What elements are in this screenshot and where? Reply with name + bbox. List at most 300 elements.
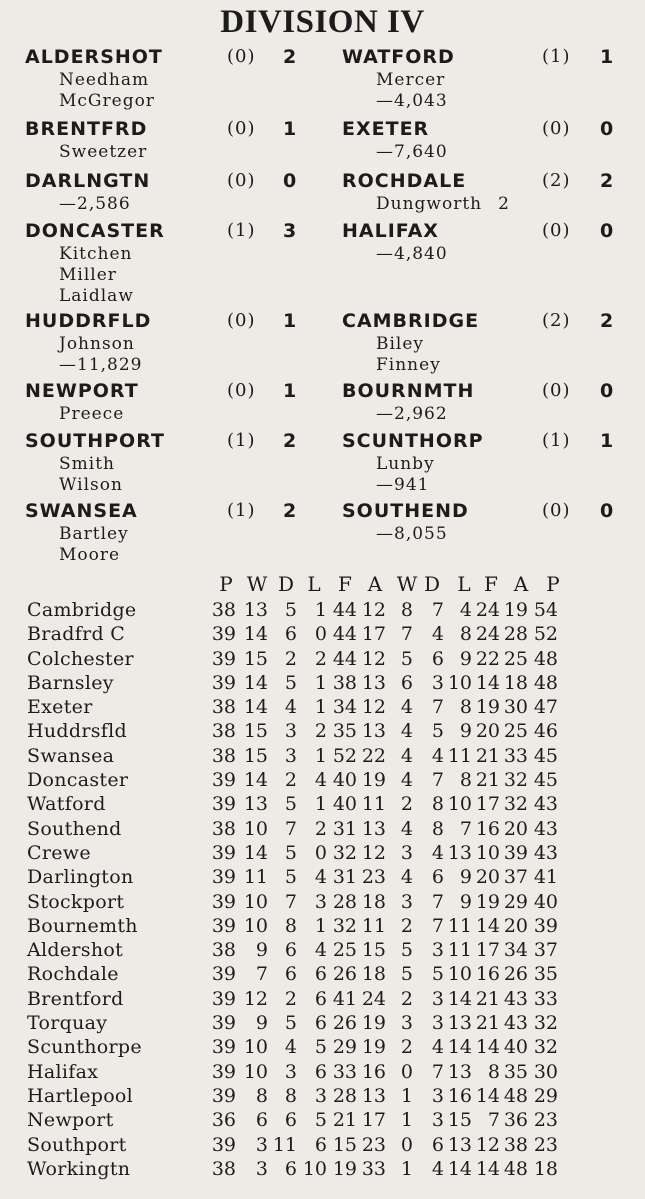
stat-cell: 0 xyxy=(314,623,327,646)
half-time-score: (0) xyxy=(227,170,256,191)
stat-cell: 43 xyxy=(533,793,558,816)
home-side xyxy=(25,308,315,376)
stat-cell: 38 xyxy=(211,599,236,621)
stat-cell: 19 xyxy=(475,696,500,719)
scorer-line xyxy=(342,194,632,215)
stat-cell: 39 xyxy=(211,793,236,816)
stat-cell: 38 xyxy=(211,720,236,743)
stat-cell: 32 xyxy=(332,841,357,864)
stat-cell: 36 xyxy=(211,1109,236,1132)
stat-cell: 48 xyxy=(503,1157,528,1180)
stat-cell: 26 xyxy=(332,963,357,986)
scorer-line xyxy=(25,334,315,355)
club-name: Torquay xyxy=(27,1012,108,1035)
stat-cell: 4 xyxy=(431,744,444,767)
stat-cell: 15 xyxy=(332,1133,357,1156)
stat-cell: 8 xyxy=(431,817,444,840)
team-line xyxy=(25,44,315,70)
stat-cell: 33 xyxy=(533,987,558,1010)
stat-cell: 5 xyxy=(284,793,297,816)
stat-cell: 54 xyxy=(533,599,558,621)
stat-cell: 8 xyxy=(459,696,472,719)
stat-cell: 14 xyxy=(447,1036,472,1059)
scorer-line xyxy=(25,524,315,545)
stat-cell: 3 xyxy=(431,939,444,962)
stat-cell: 45 xyxy=(533,744,558,767)
scorer-name: Finney xyxy=(376,355,441,375)
stat-cell: 10 xyxy=(447,963,472,986)
team-name: DARLNGTN xyxy=(25,170,151,192)
stat-cell: 2 xyxy=(284,987,297,1010)
stat-cell: 39 xyxy=(211,987,236,1010)
stat-cell: 28 xyxy=(503,623,528,646)
home-side xyxy=(25,498,315,566)
stat-cell: 8 xyxy=(487,1060,500,1083)
club-name: Hartlepool xyxy=(27,1084,134,1107)
scorer-line xyxy=(342,454,632,475)
stat-cell: 15 xyxy=(447,1109,472,1132)
half-time-score: (1) xyxy=(542,430,571,451)
stat-cell: 28 xyxy=(332,890,357,913)
stat-cell: 11 xyxy=(272,1133,297,1156)
stat-cell: 1 xyxy=(314,696,327,719)
stat-cell: 39 xyxy=(211,623,236,646)
full-time-score: 2 xyxy=(283,46,298,68)
stat-cell: 21 xyxy=(475,987,500,1010)
stat-cell: 13 xyxy=(447,1012,472,1035)
stat-cell: 20 xyxy=(503,914,528,937)
team-name: SWANSEA xyxy=(25,500,138,522)
stat-cell: 31 xyxy=(332,817,357,840)
stat-cell: 0 xyxy=(400,1060,413,1083)
stat-cell: 3 xyxy=(255,1157,268,1180)
team-name: BRENTFRD xyxy=(25,118,148,140)
stat-cell: 39 xyxy=(503,841,528,864)
club-name: Aldershot xyxy=(27,939,124,962)
stat-cell: 2 xyxy=(314,647,327,670)
stat-cell: 12 xyxy=(361,599,386,621)
stat-cell: 38 xyxy=(211,1157,236,1180)
team-line xyxy=(342,116,632,142)
stat-cell: 10 xyxy=(302,1157,327,1180)
scorer-name: Johnson xyxy=(59,334,135,354)
table-row xyxy=(0,817,645,841)
stat-cell: 7 xyxy=(284,890,297,913)
stat-cell: 41 xyxy=(332,987,357,1010)
stat-cell: 17 xyxy=(475,793,500,816)
stat-cell: 35 xyxy=(332,720,357,743)
stat-cell: 11 xyxy=(243,866,268,889)
stat-cell: 12 xyxy=(475,1133,500,1156)
stat-cell: 14 xyxy=(475,671,500,694)
full-time-score: 0 xyxy=(600,220,615,242)
stat-cell: 11 xyxy=(447,939,472,962)
column-header: D xyxy=(423,572,441,596)
table-row xyxy=(0,890,645,914)
stat-cell: 47 xyxy=(533,696,558,719)
table-row xyxy=(0,987,645,1011)
team-name: HALIFAX xyxy=(342,220,439,242)
stat-cell: 52 xyxy=(332,744,357,767)
scorer-line xyxy=(25,454,315,475)
stat-cell: 6 xyxy=(431,1133,444,1156)
half-time-score: (2) xyxy=(542,170,571,191)
stat-cell: 22 xyxy=(361,744,386,767)
team-name: NEWPORT xyxy=(25,380,139,402)
club-name: Colchester xyxy=(27,647,134,670)
stat-cell: 39 xyxy=(533,914,558,937)
scorer-line xyxy=(25,70,315,91)
full-time-score: 0 xyxy=(283,170,298,192)
stat-cell: 3 xyxy=(431,1109,444,1132)
scorer-name: —4,043 xyxy=(376,91,448,111)
stat-cell: 3 xyxy=(400,1012,413,1035)
stat-cell: 18 xyxy=(361,890,386,913)
club-name: Brentford xyxy=(27,987,124,1010)
full-time-score: 2 xyxy=(283,430,298,452)
stat-cell: 21 xyxy=(475,744,500,767)
table-row xyxy=(0,1035,645,1059)
stat-cell: 3 xyxy=(400,890,413,913)
team-line xyxy=(25,498,315,524)
away-side xyxy=(342,378,632,425)
club-name: Bradfrd C xyxy=(27,623,126,646)
stat-cell: 11 xyxy=(361,793,386,816)
stat-cell: 7 xyxy=(431,890,444,913)
stat-cell: 13 xyxy=(361,671,386,694)
table-row xyxy=(0,962,645,986)
scorer-line xyxy=(25,194,315,215)
scorer-name: Preece xyxy=(59,404,125,424)
team-line xyxy=(25,428,315,454)
scorer-line xyxy=(25,265,315,286)
stat-cell: 48 xyxy=(533,647,558,670)
stat-cell: 26 xyxy=(503,963,528,986)
scorer-name: Smith xyxy=(59,454,115,474)
stat-cell: 2 xyxy=(400,914,413,937)
stat-cell: 11 xyxy=(447,914,472,937)
stat-cell: 38 xyxy=(211,744,236,767)
stat-cell: 8 xyxy=(400,599,413,621)
stat-cell: 13 xyxy=(447,1133,472,1156)
stat-cell: 2 xyxy=(400,793,413,816)
scorer-name: Wilson xyxy=(59,475,123,495)
full-time-score: 3 xyxy=(283,220,298,242)
half-time-score: (2) xyxy=(542,310,571,331)
stat-cell: 18 xyxy=(533,1157,558,1180)
club-name: Workingtn xyxy=(27,1157,131,1180)
stat-cell: 33 xyxy=(361,1157,386,1180)
stat-cell: 17 xyxy=(361,623,386,646)
scorer-name: Dungworth xyxy=(376,194,483,214)
home-side xyxy=(25,44,315,112)
stat-cell: 10 xyxy=(243,890,268,913)
stat-cell: 29 xyxy=(533,1084,558,1107)
stat-cell: 4 xyxy=(314,866,327,889)
stat-cell: 39 xyxy=(211,647,236,670)
table-row xyxy=(0,865,645,889)
stat-cell: 16 xyxy=(475,817,500,840)
home-side xyxy=(25,378,315,425)
stat-cell: 3 xyxy=(431,987,444,1010)
stat-cell: 13 xyxy=(361,1084,386,1107)
scorer-name: Lunby xyxy=(376,454,435,474)
team-name: WATFORD xyxy=(342,46,455,68)
stat-cell: 23 xyxy=(361,866,386,889)
goal-count: 2 xyxy=(498,194,510,214)
stat-cell: 19 xyxy=(361,769,386,792)
stat-cell: 18 xyxy=(503,671,528,694)
scorer-name: Moore xyxy=(59,545,121,565)
stat-cell: 14 xyxy=(447,1157,472,1180)
stat-cell: 17 xyxy=(361,1109,386,1132)
stat-cell: 9 xyxy=(459,720,472,743)
stat-cell: 32 xyxy=(332,914,357,937)
scorer-line xyxy=(25,91,315,112)
stat-cell: 32 xyxy=(503,793,528,816)
home-side xyxy=(25,218,315,307)
stat-cell: 6 xyxy=(431,866,444,889)
table-row xyxy=(0,598,645,622)
scorer-line xyxy=(25,545,315,566)
stat-cell: 13 xyxy=(361,720,386,743)
stat-cell: 4 xyxy=(400,817,413,840)
stat-cell: 11 xyxy=(361,914,386,937)
away-side xyxy=(342,428,632,496)
full-time-score: 1 xyxy=(600,430,615,452)
away-side xyxy=(342,168,632,215)
stat-cell: 6 xyxy=(431,647,444,670)
scorer-name: —4,840 xyxy=(376,244,448,264)
table-row xyxy=(0,1084,645,1108)
scorer-name: Sweetzer xyxy=(59,142,148,162)
stat-cell: 30 xyxy=(503,696,528,719)
table-row xyxy=(0,1157,645,1181)
stat-cell: 8 xyxy=(459,623,472,646)
stat-cell: 13 xyxy=(243,599,268,621)
club-name: Doncaster xyxy=(27,769,129,792)
stat-cell: 9 xyxy=(459,890,472,913)
table-row xyxy=(0,647,645,671)
stat-cell: 6 xyxy=(284,1157,297,1180)
stat-cell: 31 xyxy=(332,866,357,889)
column-header: D xyxy=(277,572,295,596)
stat-cell: 5 xyxy=(314,1109,327,1132)
team-line xyxy=(342,428,632,454)
club-name: Watford xyxy=(27,793,106,816)
stat-cell: 19 xyxy=(475,890,500,913)
stat-cell: 40 xyxy=(503,1036,528,1059)
stat-cell: 1 xyxy=(314,744,327,767)
stat-cell: 0 xyxy=(400,1133,413,1156)
stat-cell: 5 xyxy=(431,963,444,986)
stat-cell: 38 xyxy=(211,939,236,962)
stat-cell: 39 xyxy=(211,866,236,889)
stat-cell: 1 xyxy=(314,793,327,816)
stat-cell: 25 xyxy=(503,720,528,743)
club-name: Huddrsfld xyxy=(27,720,127,743)
stat-cell: 24 xyxy=(475,623,500,646)
stat-cell: 24 xyxy=(475,599,500,621)
stat-cell: 9 xyxy=(459,866,472,889)
scorer-name: Miller xyxy=(59,265,117,285)
stat-cell: 7 xyxy=(487,1109,500,1132)
scorer-line xyxy=(342,142,632,163)
stat-cell: 15 xyxy=(243,720,268,743)
stat-cell: 18 xyxy=(361,963,386,986)
club-name: Crewe xyxy=(27,841,91,864)
full-time-score: 0 xyxy=(600,500,615,522)
stat-cell: 14 xyxy=(475,914,500,937)
stat-cell: 43 xyxy=(533,817,558,840)
stat-cell: 15 xyxy=(243,647,268,670)
scorer-name: Laidlaw xyxy=(59,286,134,306)
scorer-name: —7,640 xyxy=(376,142,448,162)
half-time-score: (0) xyxy=(542,118,571,139)
full-time-score: 1 xyxy=(283,118,298,140)
home-side xyxy=(25,428,315,496)
home-side xyxy=(25,168,315,215)
full-time-score: 2 xyxy=(600,310,615,332)
stat-cell: 2 xyxy=(284,769,297,792)
column-header: L xyxy=(457,572,471,596)
stat-cell: 43 xyxy=(503,987,528,1010)
stat-cell: 1 xyxy=(314,914,327,937)
scorer-name: Bartley xyxy=(59,524,129,544)
stat-cell: 34 xyxy=(332,696,357,719)
stat-cell: 22 xyxy=(475,647,500,670)
stat-cell: 9 xyxy=(459,647,472,670)
full-time-score: 1 xyxy=(600,46,615,68)
stat-cell: 1 xyxy=(400,1157,413,1180)
stat-cell: 14 xyxy=(475,1157,500,1180)
stat-cell: 9 xyxy=(255,939,268,962)
stat-cell: 4 xyxy=(284,1036,297,1059)
stat-cell: 19 xyxy=(361,1036,386,1059)
scorer-name: Kitchen xyxy=(59,244,133,264)
full-time-score: 1 xyxy=(283,310,298,332)
stat-cell: 4 xyxy=(400,720,413,743)
team-line xyxy=(25,378,315,404)
stat-cell: 39 xyxy=(211,1133,236,1156)
full-time-score: 2 xyxy=(283,500,298,522)
stat-cell: 1 xyxy=(314,671,327,694)
stat-cell: 32 xyxy=(503,769,528,792)
stat-cell: 40 xyxy=(332,769,357,792)
stat-cell: 8 xyxy=(431,793,444,816)
stat-cell: 12 xyxy=(361,647,386,670)
stat-cell: 2 xyxy=(314,817,327,840)
stat-cell: 37 xyxy=(533,939,558,962)
stat-cell: 1 xyxy=(400,1109,413,1132)
division-heading: DIVISION IV xyxy=(220,4,425,40)
stat-cell: 5 xyxy=(284,599,297,621)
stat-cell: 10 xyxy=(243,1060,268,1083)
stat-cell: 7 xyxy=(400,623,413,646)
away-side xyxy=(342,498,632,545)
stat-cell: 16 xyxy=(475,963,500,986)
stat-cell: 5 xyxy=(284,841,297,864)
stat-cell: 32 xyxy=(533,1012,558,1035)
stat-cell: 7 xyxy=(284,817,297,840)
stat-cell: 41 xyxy=(533,866,558,889)
stat-cell: 4 xyxy=(431,623,444,646)
half-time-score: (1) xyxy=(227,220,256,241)
scorer-name: Mercer xyxy=(376,70,446,90)
stat-cell: 38 xyxy=(211,817,236,840)
stat-cell: 44 xyxy=(332,623,357,646)
stat-cell: 16 xyxy=(447,1084,472,1107)
stat-cell: 6 xyxy=(400,671,413,694)
table-row xyxy=(0,622,645,646)
stat-cell: 39 xyxy=(211,914,236,937)
stat-cell: 21 xyxy=(475,769,500,792)
stat-cell: 5 xyxy=(400,963,413,986)
away-side xyxy=(342,44,632,112)
stat-cell: 14 xyxy=(243,769,268,792)
club-name: Barnsley xyxy=(27,671,114,694)
team-line xyxy=(25,116,315,142)
stat-cell: 14 xyxy=(243,841,268,864)
stat-cell: 5 xyxy=(284,866,297,889)
stat-cell: 39 xyxy=(211,1012,236,1035)
stat-cell: 33 xyxy=(332,1060,357,1083)
stat-cell: 23 xyxy=(533,1133,558,1156)
half-time-score: (0) xyxy=(227,46,256,67)
stat-cell: 3 xyxy=(284,1060,297,1083)
stat-cell: 5 xyxy=(400,647,413,670)
stat-cell: 28 xyxy=(332,1084,357,1107)
stat-cell: 46 xyxy=(533,720,558,743)
scorer-name: —941 xyxy=(376,475,430,495)
stat-cell: 1 xyxy=(314,599,327,621)
stat-cell: 48 xyxy=(533,671,558,694)
half-time-score: (1) xyxy=(542,46,571,67)
scorer-name: —11,829 xyxy=(59,355,143,375)
stat-cell: 4 xyxy=(431,841,444,864)
stat-cell: 52 xyxy=(533,623,558,646)
stat-cell: 2 xyxy=(400,987,413,1010)
stat-cell: 39 xyxy=(211,963,236,986)
stat-cell: 39 xyxy=(211,1060,236,1083)
stat-cell: 10 xyxy=(475,841,500,864)
club-name: Rochdale xyxy=(27,963,119,986)
stat-cell: 43 xyxy=(533,841,558,864)
full-time-score: 2 xyxy=(600,170,615,192)
team-line xyxy=(342,308,632,334)
team-line xyxy=(25,308,315,334)
half-time-score: (0) xyxy=(542,500,571,521)
scorer-line xyxy=(342,244,632,265)
stat-cell: 23 xyxy=(533,1109,558,1132)
stat-cell: 14 xyxy=(447,987,472,1010)
stat-cell: 20 xyxy=(475,720,500,743)
column-header: L xyxy=(307,572,321,596)
team-line xyxy=(25,168,315,194)
stat-cell: 4 xyxy=(459,599,472,621)
stat-cell: 4 xyxy=(431,1036,444,1059)
stat-cell: 14 xyxy=(243,623,268,646)
stat-cell: 26 xyxy=(332,1012,357,1035)
stat-cell: 40 xyxy=(332,793,357,816)
stat-cell: 0 xyxy=(314,841,327,864)
stat-cell: 8 xyxy=(284,914,297,937)
stat-cell: 4 xyxy=(400,696,413,719)
stat-cell: 38 xyxy=(211,696,236,719)
team-name: SCUNTHORP xyxy=(342,430,484,452)
stat-cell: 17 xyxy=(475,939,500,962)
stat-cell: 7 xyxy=(431,914,444,937)
